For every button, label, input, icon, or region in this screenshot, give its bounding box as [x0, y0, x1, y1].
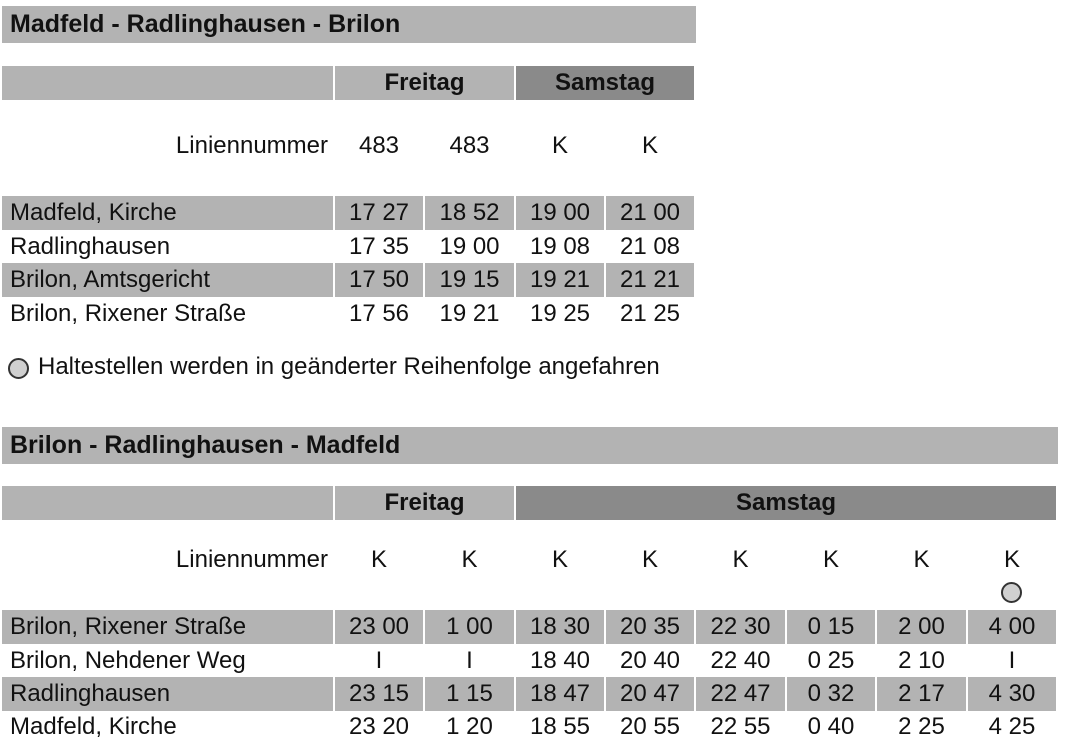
- table2-header-blank: [2, 486, 333, 520]
- table2-time-cell: 22 30: [696, 610, 785, 644]
- table2-time-cell: I: [1008, 647, 1016, 674]
- table2-stop-name: Brilon, Rixener Straße: [2, 610, 333, 644]
- table2-time-cell: 4 25: [988, 713, 1036, 740]
- table2-time-cell: 20 40: [619, 647, 681, 674]
- table1-time-cell: 21 00: [606, 196, 694, 230]
- table2-time-cell: 23 15: [335, 677, 423, 711]
- table1-line-number: 483: [358, 132, 400, 159]
- table2-time-cell: 18 30: [516, 610, 604, 644]
- table2-time-cell: I: [375, 647, 383, 674]
- table2-time-cell: 22 40: [710, 647, 771, 674]
- table2-time-cell: I: [466, 647, 473, 674]
- table2-time-cell: 2 10: [898, 647, 945, 674]
- table2-line-number: K: [461, 546, 478, 573]
- table2-time-cell: 1 20: [446, 713, 493, 740]
- table2-time-cell: 20 47: [606, 677, 694, 711]
- table2-title: Brilon - Radlinghausen - Madfeld: [2, 427, 1058, 464]
- table2-line-number: K: [1003, 546, 1020, 573]
- table2-time-cell: 20 55: [619, 713, 681, 740]
- table2-time-cell: 23 20: [348, 713, 410, 740]
- table2-header-friday: Freitag: [335, 486, 514, 520]
- table2-time-cell: 0 15: [787, 610, 875, 644]
- table1-time-cell: 17 56: [348, 300, 410, 327]
- table1-time-cell: 19 25: [529, 300, 591, 327]
- table1-header-friday: Freitag: [335, 66, 514, 100]
- table1-stop-name: Brilon, Rixener Straße: [10, 300, 247, 327]
- table2-time-cell: 4 30: [968, 677, 1056, 711]
- table1-time-cell: 21 08: [619, 233, 681, 260]
- table1-line-number: K: [641, 132, 658, 159]
- table1-line-number: 483: [449, 132, 490, 159]
- table2-stop-name: Radlinghausen: [2, 677, 333, 711]
- table1-time-cell: 19 08: [529, 233, 591, 260]
- table1-time-cell: 21 25: [619, 300, 681, 327]
- table2-line-number: K: [641, 546, 658, 573]
- table2-time-cell: 23 00: [335, 610, 423, 644]
- table1-line-number: K: [551, 132, 568, 159]
- table2-line-number: K: [551, 546, 568, 573]
- table1-title: Madfeld - Radlinghausen - Brilon: [2, 6, 696, 43]
- table2-time-cell: 20 35: [606, 610, 694, 644]
- table2-time-cell: 1 00: [425, 610, 514, 644]
- table1-stop-name: Radlinghausen: [10, 233, 171, 260]
- table2-time-cell: 2 25: [898, 713, 945, 740]
- table2-line-number: K: [913, 546, 930, 573]
- table2-time-cell: 1 15: [425, 677, 514, 711]
- table1-line-number-label: Liniennummer: [175, 132, 328, 159]
- table1-header-saturday: Samstag: [516, 66, 694, 100]
- table2-time-cell: 0 40: [807, 713, 855, 740]
- table1-stop-name: Brilon, Amtsgericht: [2, 263, 333, 297]
- table2-time-cell: 2 00: [877, 610, 966, 644]
- table2-time-cell: 22 47: [696, 677, 785, 711]
- table1-time-cell: 21 21: [606, 263, 694, 297]
- table2-stop-name: Madfeld, Kirche: [10, 713, 177, 740]
- table1-time-cell: 19 21: [439, 300, 500, 327]
- reordered-stops-circle-icon: [1001, 582, 1022, 603]
- table2-line-number-label: Liniennummer: [175, 546, 328, 573]
- table2-time-cell: 0 32: [787, 677, 875, 711]
- table1-header-blank: [2, 66, 333, 100]
- table2-time-cell: 0 25: [807, 647, 855, 674]
- table1-time-cell: 19 00: [439, 233, 500, 260]
- table2-line-number: K: [732, 546, 749, 573]
- table2-time-cell: 18 55: [529, 713, 591, 740]
- table2-header-saturday: Samstag: [516, 486, 1056, 520]
- table1-time-cell: 17 27: [335, 196, 423, 230]
- table1-time-cell: 19 00: [516, 196, 604, 230]
- table2-time-cell: 4 00: [968, 610, 1056, 644]
- legend-note: Haltestellen werden in geänderter Reihenfolge angefahren: [38, 353, 660, 380]
- table1-time-cell: 19 15: [425, 263, 514, 297]
- table1-time-cell: 19 21: [516, 263, 604, 297]
- table1-stop-name: Madfeld, Kirche: [2, 196, 333, 230]
- table2-time-cell: 2 17: [877, 677, 966, 711]
- table2-time-cell: 18 47: [516, 677, 604, 711]
- table2-line-number: K: [822, 546, 839, 573]
- table2-stop-name: Brilon, Nehdener Weg: [10, 647, 246, 674]
- table1-time-cell: 17 35: [348, 233, 410, 260]
- table2-time-cell: 18 40: [529, 647, 591, 674]
- table2-line-number: K: [370, 546, 387, 573]
- table1-time-cell: 17 50: [335, 263, 423, 297]
- table1-time-cell: 18 52: [425, 196, 514, 230]
- table2-time-cell: 22 55: [710, 713, 771, 740]
- reordered-stops-circle-icon: [8, 358, 29, 379]
